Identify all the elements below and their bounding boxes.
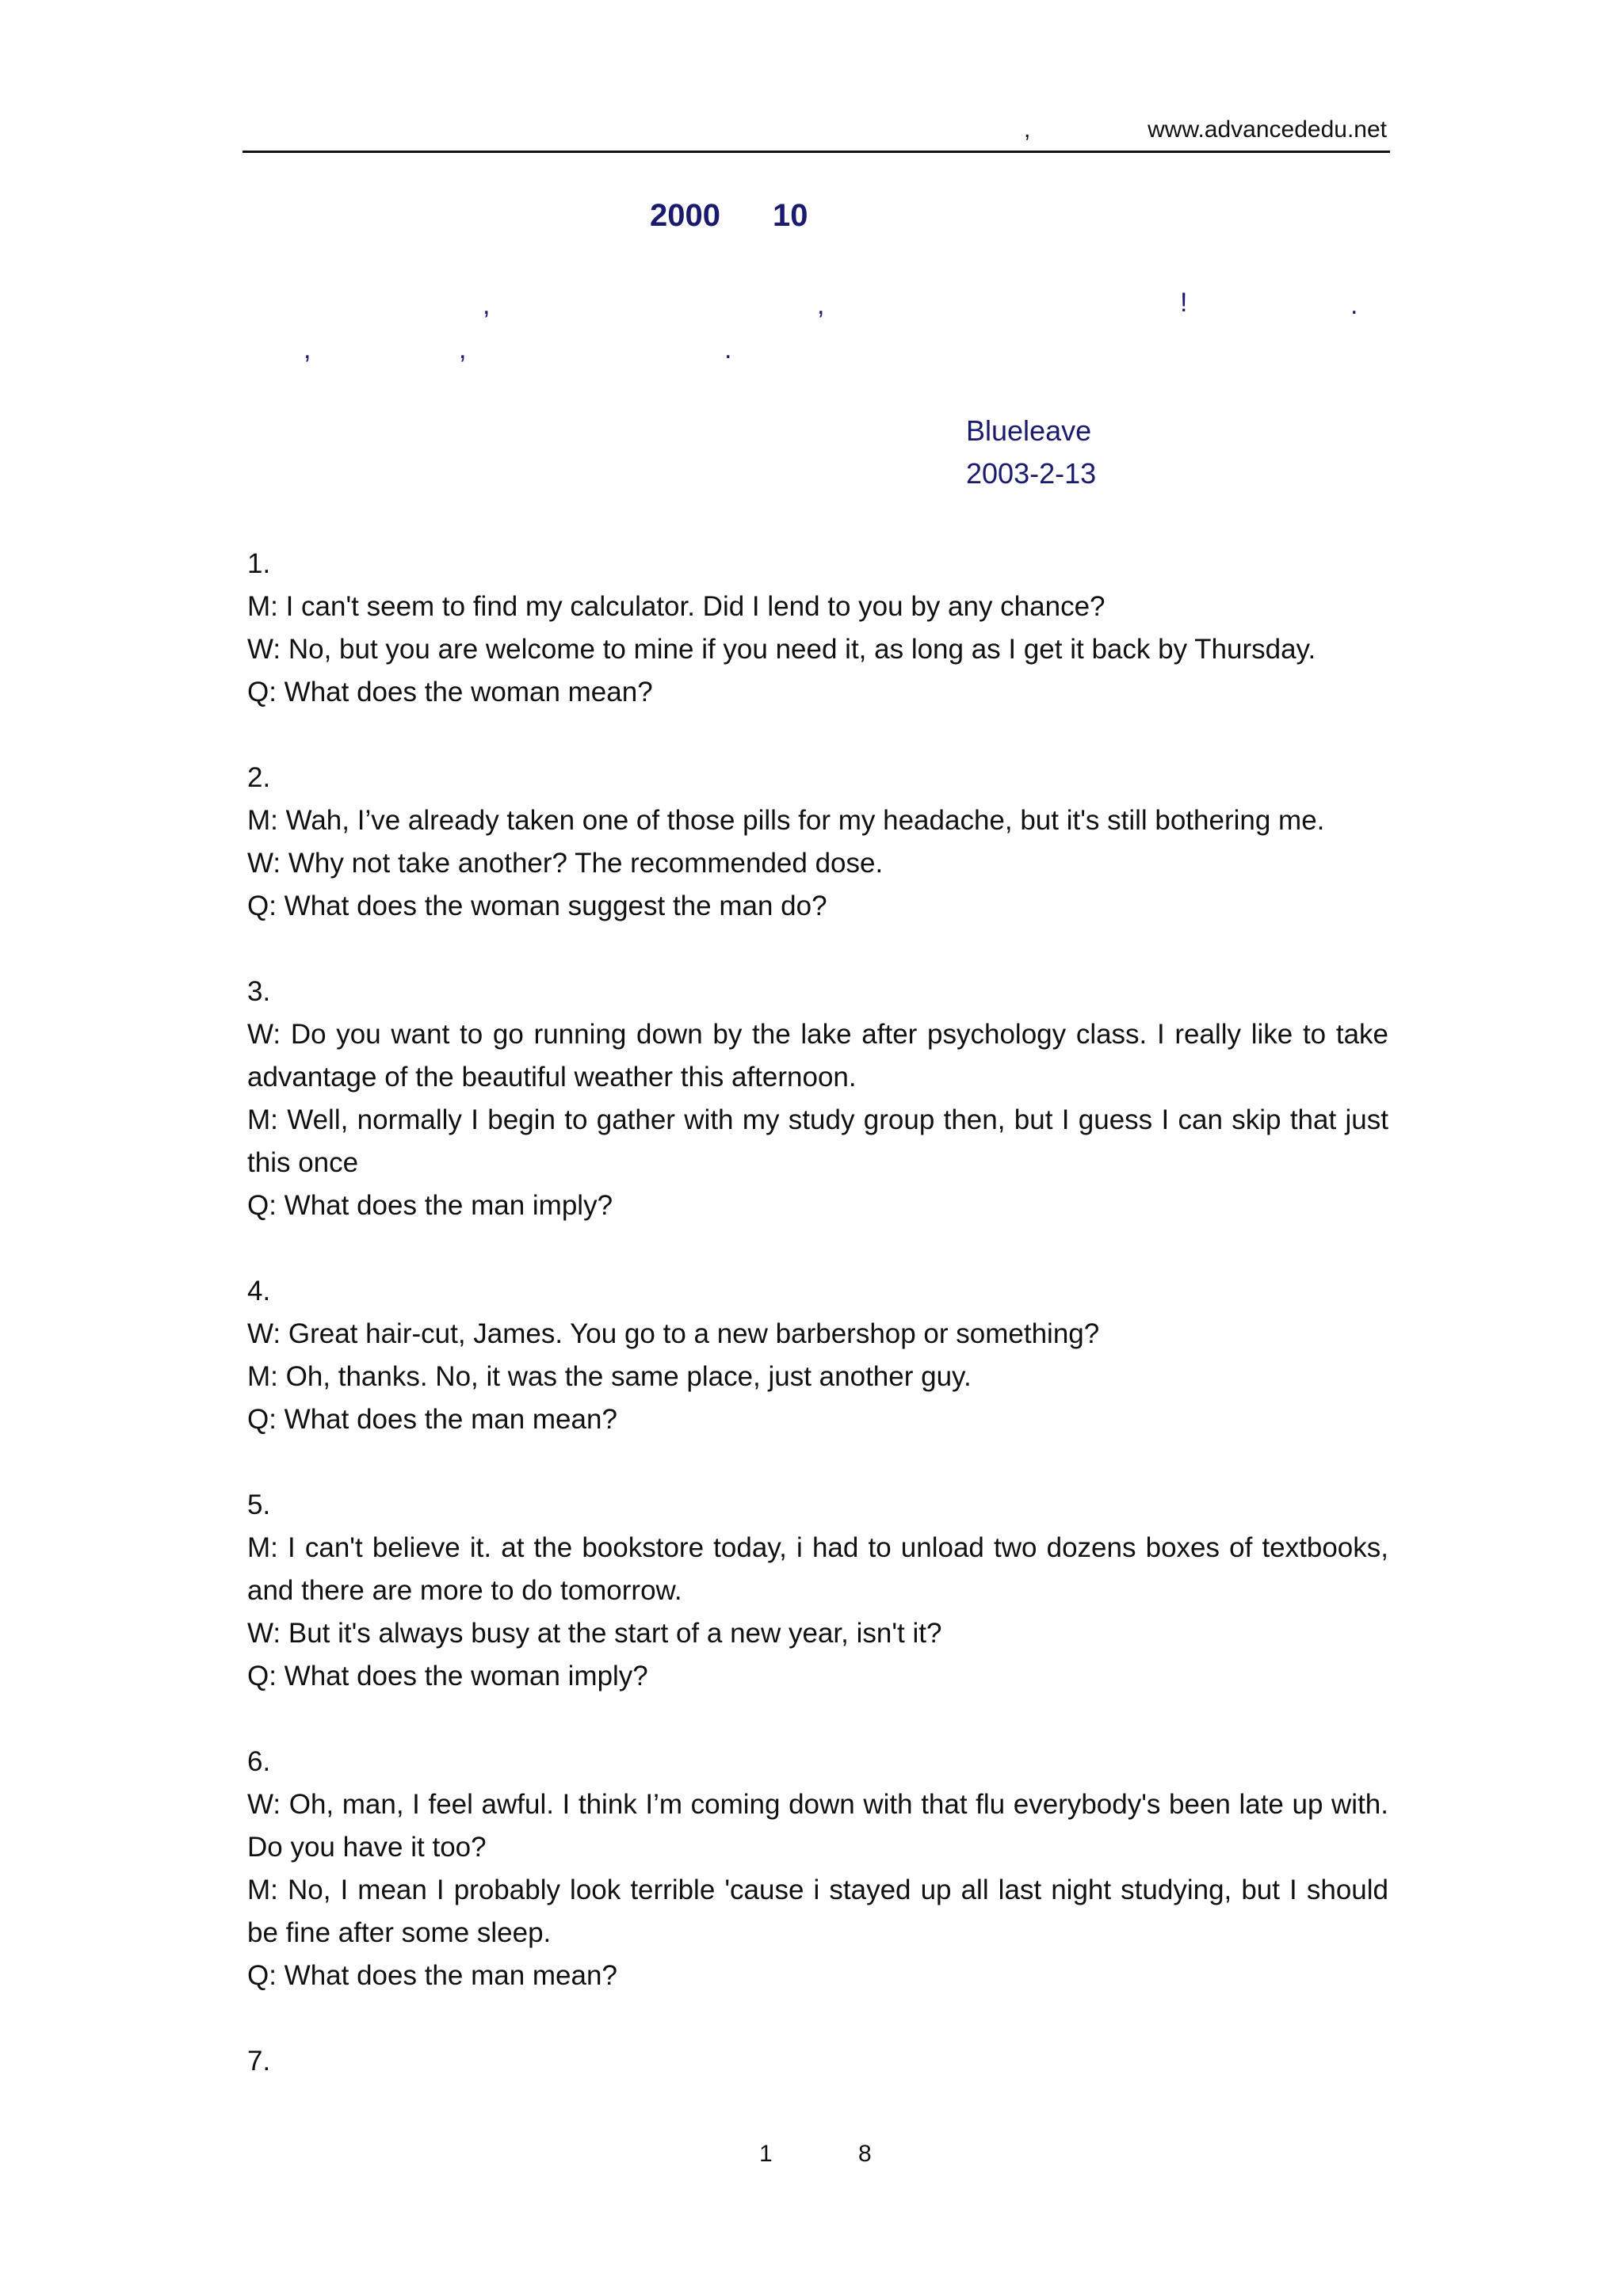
dialogue-line: M: Oh, thanks. No, it was the same place, just another guy. — [247, 1361, 972, 1392]
dialogue-line: M: No, I mean I probably look terrible 'cause i stayed up all last night studying, but I should be fine after some sleep. — [247, 1875, 1388, 1948]
dialogue-line: W: But it's always busy at the start of a new year, isn't it? — [247, 1618, 942, 1649]
dialogue-item — [247, 971, 1388, 1227]
intro-punct: . — [1350, 290, 1358, 320]
footer-page-number: 1 — [759, 2141, 773, 2167]
dialogue-item — [247, 543, 1388, 714]
dialogue-line: M: I can't believe it. at the bookstore today, i had to unload two dozens boxes of textbooks, and there are more to do tomorrow. — [247, 1532, 1388, 1606]
dialogue-item — [247, 1741, 1388, 1997]
footer-page-total: 8 — [858, 2141, 872, 2167]
dialogue-line: W: Oh, man, I feel awful. I think I’m coming down with that flu everybody's been late up with. Do you have it too? — [247, 1789, 1388, 1863]
question-line: Q: What does the woman mean? — [247, 677, 653, 707]
intro-punct: , — [304, 334, 311, 364]
intro-punct: , — [483, 290, 491, 320]
dialogue-line: W: Do you want to go running down by the lake after psychology class. I really like to take advantage of the beautiful weather this afternoon. — [247, 1019, 1388, 1093]
intro-punct: . — [724, 334, 732, 364]
intro-punct: , — [817, 290, 825, 320]
item-number: 2. — [247, 762, 271, 793]
title-month: 10 — [773, 198, 808, 233]
item-number: 7. — [247, 2046, 271, 2077]
signature-date: 2003-2-13 — [966, 457, 1097, 490]
dialogue-line: W: No, but you are welcome to mine if you need it, as long as I get it back by Thursday. — [247, 634, 1316, 665]
question-line: Q: What does the man mean? — [247, 1404, 617, 1435]
header-rule — [242, 151, 1390, 153]
dialogue-item — [247, 757, 1388, 928]
question-line: Q: What does the woman suggest the man do? — [247, 891, 827, 921]
question-line: Q: What does the woman imply? — [247, 1661, 648, 1691]
item-number: 4. — [247, 1276, 271, 1306]
dialogue-line: M: Well, normally I begin to gather with my study group then, but I guess I can skip that just this once — [247, 1104, 1388, 1178]
dialogue-item — [247, 2040, 1388, 2083]
intro-punct: , — [459, 334, 467, 364]
item-number: 6. — [247, 1746, 271, 1777]
item-number: 5. — [247, 1489, 271, 1520]
question-line: Q: What does the man imply? — [247, 1190, 613, 1221]
dialogue-line: W: Great hair-cut, James. You go to a new barbershop or something? — [247, 1318, 1100, 1349]
header-url: www.advancededu.net — [1148, 116, 1387, 143]
title-year: 2000 — [650, 198, 720, 233]
dialogue-line: W: Why not take another? The recommended dose. — [247, 848, 884, 879]
dialogue-item — [247, 1270, 1388, 1441]
dialogue-line: M: Wah, I’ve already taken one of those pills for my headache, but it's still bothering me. — [247, 805, 1325, 836]
signature-name: Blueleave — [966, 414, 1092, 447]
item-number: 1. — [247, 548, 271, 579]
header-comma: , — [1024, 116, 1031, 143]
item-number: 3. — [247, 976, 271, 1007]
question-line: Q: What does the man mean? — [247, 1960, 617, 1991]
intro-punct: ! — [1180, 288, 1188, 318]
dialogue-line: M: I can't seem to find my calculator. Did I lend to you by any chance? — [247, 591, 1106, 622]
dialogue-list — [247, 543, 1388, 2126]
dialogue-item — [247, 1484, 1388, 1698]
